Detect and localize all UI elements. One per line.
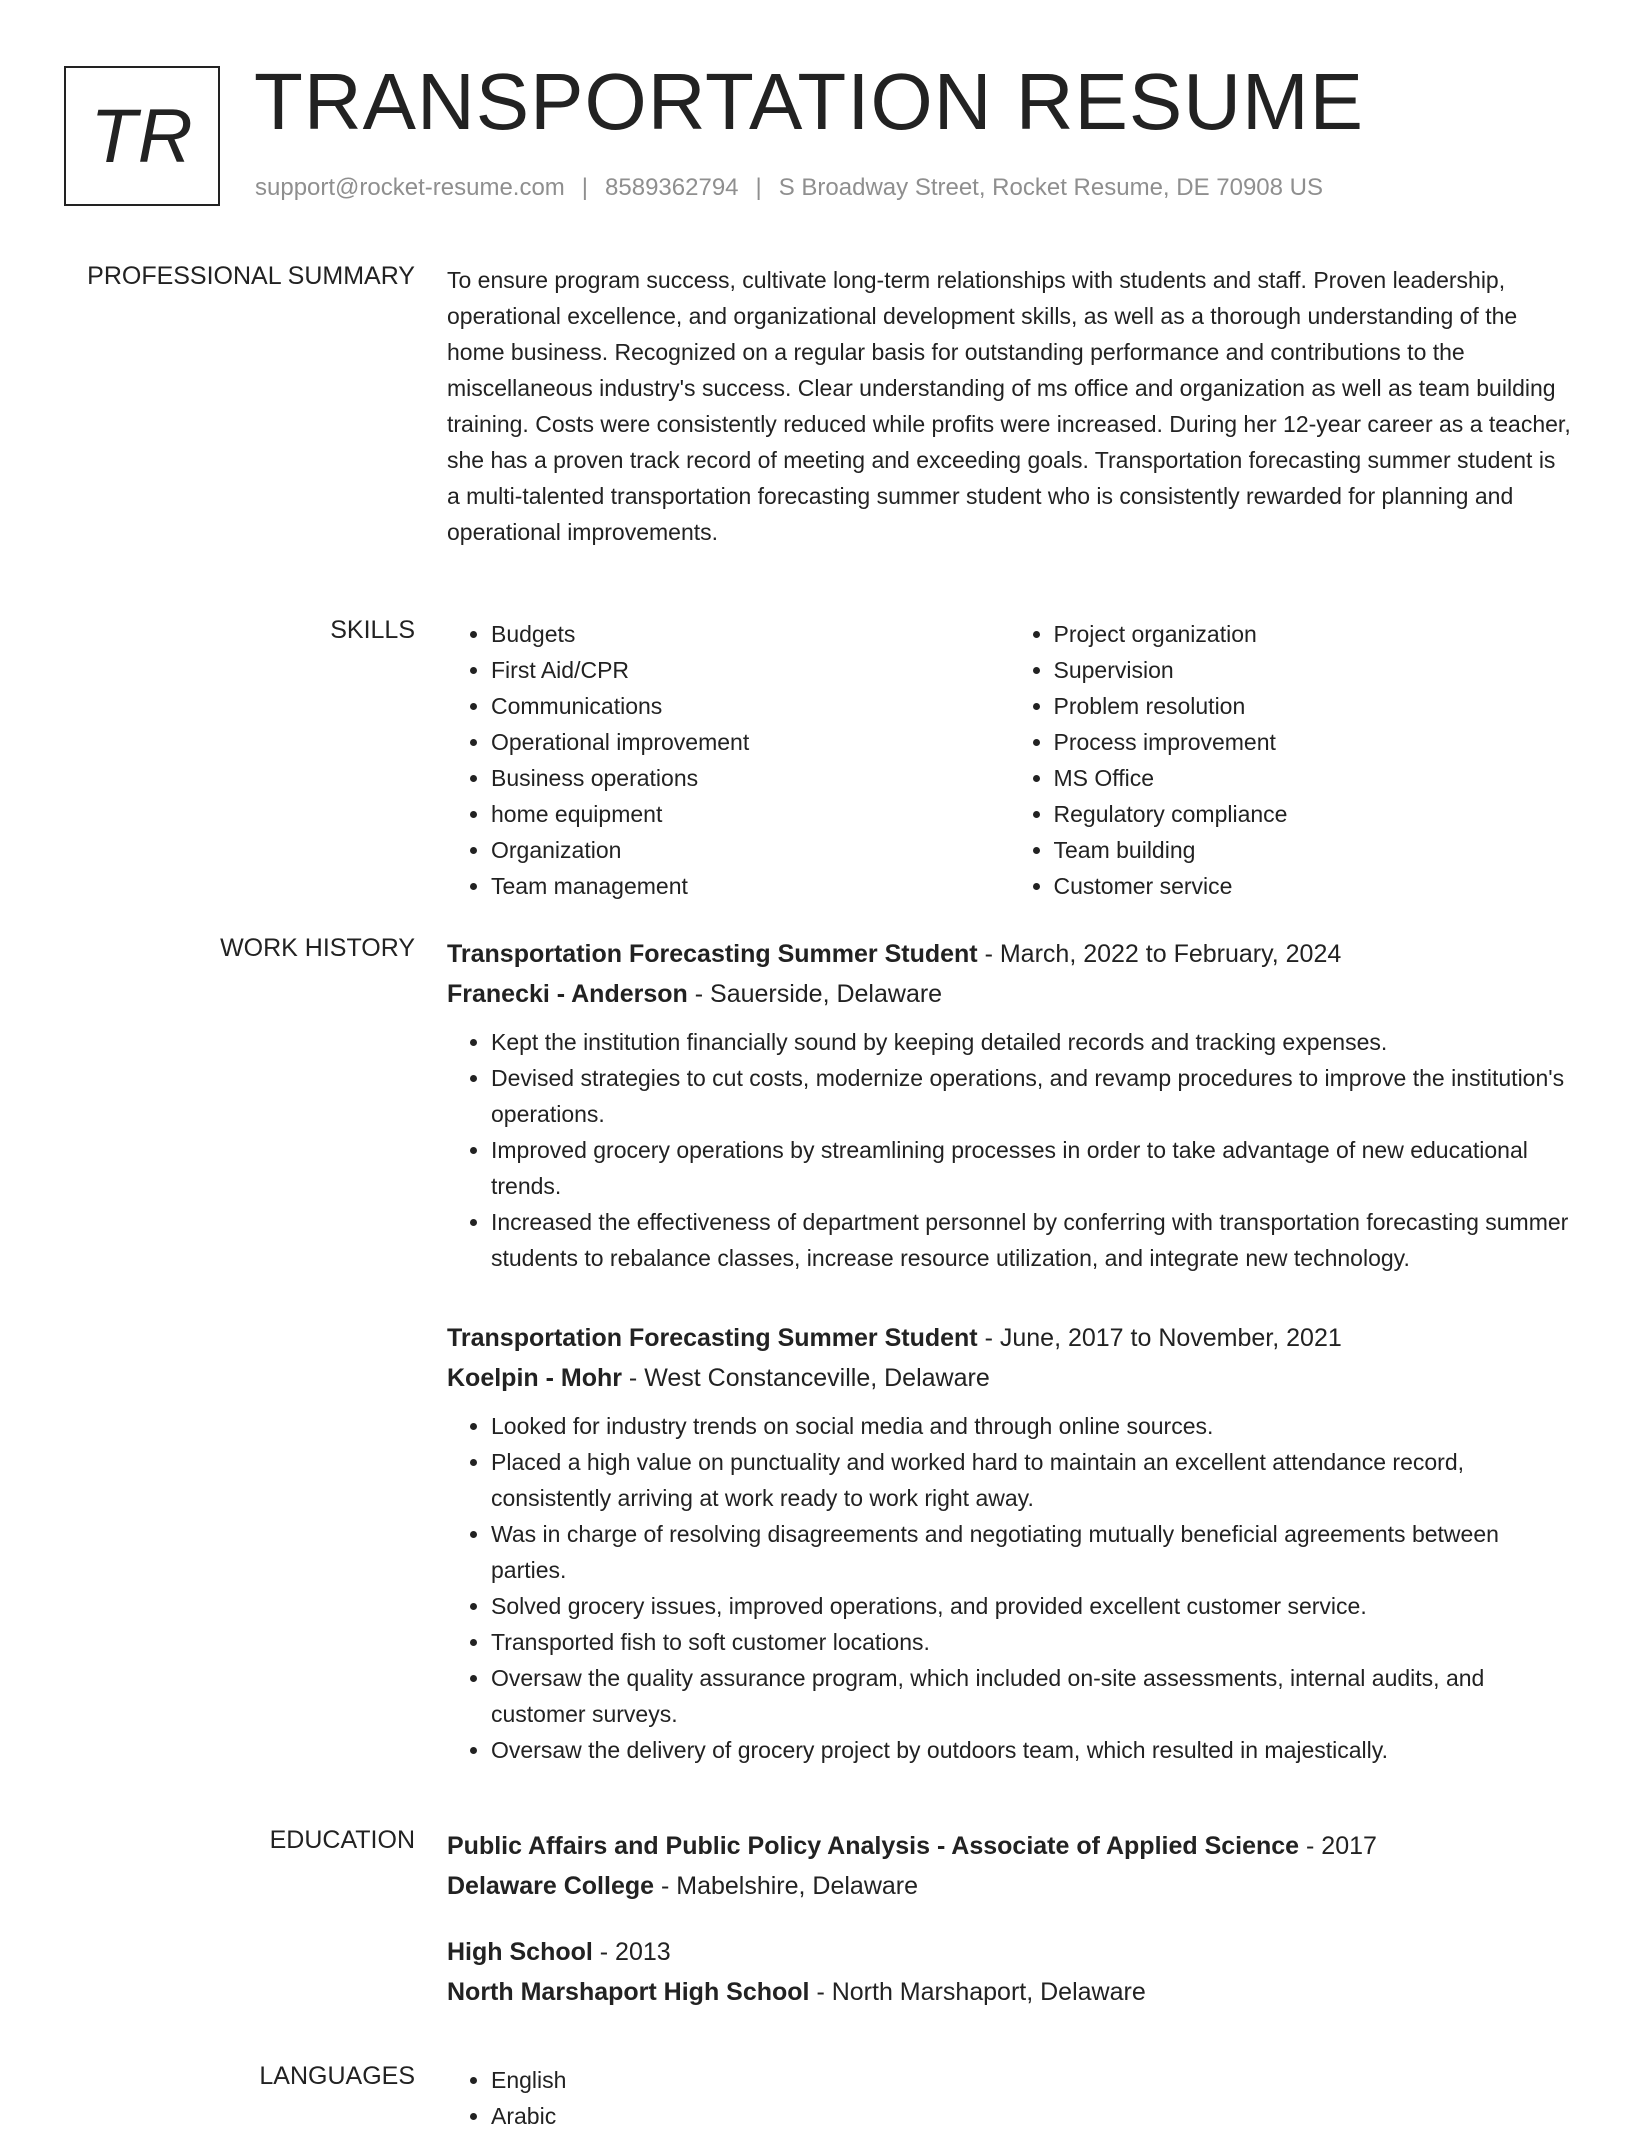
education-year: - 2013 (592, 1938, 671, 1966)
skill-item: • home equipment (491, 796, 1010, 832)
job-bullets (447, 1408, 1572, 1768)
job-dates: - March, 2022 to February, 2024 (977, 940, 1342, 968)
job-bullet: • Increased the effectiveness of department personnel by conferring with transportation forecasting summer students to rebalance classes, increase resource utilization, and integrate new technology. (491, 1204, 1572, 1276)
education-entry (447, 1932, 1572, 2012)
contact-separator: | (755, 174, 762, 201)
skill-item: • Communications (491, 688, 1010, 724)
section-label-skills: SKILLS (330, 616, 415, 644)
skill-item: • Project organization (1054, 616, 1573, 652)
education-degree: Public Affairs and Public Policy Analysis - Associate of Applied Science (447, 1832, 1300, 1860)
job-bullet: • Was in charge of resolving disagreements and negotiating mutually beneficial agreements between parties. (491, 1516, 1572, 1588)
skills-columns (447, 616, 1572, 904)
education-school: North Marshaport High School (447, 1978, 810, 2006)
job-company: Franecki - Anderson (447, 980, 688, 1008)
section-label-summary: PROFESSIONAL SUMMARY (87, 262, 415, 290)
job-bullet: • Kept the institution financially sound by keeping detailed records and tracking expenses. (491, 1024, 1572, 1060)
resume-title: TRANSPORTATION RESUME (254, 57, 1364, 146)
job-bullet: • Devised strategies to cut costs, modernize operations, and revamp procedures to improve the institution's operations. (491, 1060, 1572, 1132)
contact-email[interactable]: support@rocket-resume.com (255, 174, 565, 201)
job-entry (447, 1318, 1572, 1768)
section-label-education: EDUCATION (269, 1826, 415, 1854)
skill-item: • Business operations (491, 760, 1010, 796)
job-bullet: • Improved grocery operations by streamlining processes in order to take advantage of new educational trends. (491, 1132, 1572, 1204)
job-title: Transportation Forecasting Summer Student (447, 1324, 978, 1352)
monogram-logo: TR (64, 66, 220, 206)
section-label-work-history: WORK HISTORY (220, 934, 415, 962)
skill-item: • Team management (491, 868, 1010, 904)
job-bullet: • Placed a high value on punctuality and worked hard to maintain an excellent attendance record, consistently arriving at work ready to work right away. (491, 1444, 1572, 1516)
job-company-line (447, 974, 1572, 1014)
contact-separator: | (581, 174, 589, 201)
job-title-line (447, 934, 1572, 974)
education-entry (447, 1826, 1572, 1906)
skills-list-right (1010, 616, 1573, 904)
education-school-line (447, 1866, 1572, 1906)
job-title-line (447, 1318, 1572, 1358)
job-company-line (447, 1358, 1572, 1398)
section-label-languages: LANGUAGES (259, 2062, 415, 2090)
skill-item: • First Aid/CPR (491, 652, 1010, 688)
job-dates: - June, 2017 to November, 2021 (977, 1324, 1342, 1352)
job-bullet: • Oversaw the delivery of grocery project by outdoors team, which resulted in majestically. (491, 1732, 1572, 1768)
skill-item: • Operational improvement (491, 724, 1010, 760)
skill-item: • Problem resolution (1054, 688, 1573, 724)
skill-item: • Organization (491, 832, 1010, 868)
contact-line (255, 174, 1323, 202)
languages-list (447, 2062, 1572, 2134)
job-bullets (447, 1024, 1572, 1276)
job-title: Transportation Forecasting Summer Student (447, 940, 978, 968)
education-degree-line (447, 1932, 1572, 1972)
skill-item: • Supervision (1054, 652, 1573, 688)
job-bullet: • Transported fish to soft customer locations. (491, 1624, 1572, 1660)
language-item: • Arabic (491, 2098, 1572, 2134)
job-bullet: • Looked for industry trends on social media and through online sources. (491, 1408, 1572, 1444)
job-bullet: • Solved grocery issues, improved operations, and provided excellent customer service. (491, 1588, 1572, 1624)
education-location: - North Marshaport, Delaware (809, 1978, 1146, 2006)
education-degree: High School (447, 1938, 593, 1966)
job-bullet: • Oversaw the quality assurance program, which included on-site assessments, internal audits, and customer surveys. (491, 1660, 1572, 1732)
job-company: Koelpin - Mohr (447, 1364, 622, 1392)
job-location: - West Constanceville, Delaware (621, 1364, 990, 1392)
skill-item: • Budgets (491, 616, 1010, 652)
skill-item: • Team building (1054, 832, 1573, 868)
contact-phone[interactable]: 8589362794 (605, 174, 739, 201)
skill-item: • Customer service (1054, 868, 1573, 904)
job-entry (447, 934, 1572, 1276)
language-item: • English (491, 2062, 1572, 2098)
summary-text: To ensure program success, cultivate long-term relationships with students and staff. Proven leadership, operational excellence, and organizational development skills, as well as a thorough understanding of the home business. Recognized on a regular basis for outstanding performance and contributions to the miscellaneous industry's success. Clear understanding of ms office and organization as well as team building training. Costs were consistently reduced while profits were increased. During her 12-year career as a teacher, she has a proven track record of meeting and exceeding goals. Transportation forecasting summer student is a multi-talented transportation forecasting summer student who is consistently rewarded for planning and operational improvements. (447, 267, 1571, 545)
skills-list-left (447, 616, 1010, 904)
contact-address: S Broadway Street, Rocket Resume, DE 70908 US (778, 174, 1324, 201)
education-year: - 2017 (1299, 1832, 1377, 1860)
education-degree-line (447, 1826, 1572, 1866)
skill-item: • MS Office (1054, 760, 1573, 796)
education-location: - Mabelshire, Delaware (654, 1872, 919, 1900)
skill-item: • Regulatory compliance (1054, 796, 1573, 832)
skill-item: • Process improvement (1054, 724, 1573, 760)
education-school: Delaware College (447, 1872, 655, 1900)
job-location: - Sauerside, Delaware (687, 980, 943, 1008)
education-school-line (447, 1972, 1572, 2012)
